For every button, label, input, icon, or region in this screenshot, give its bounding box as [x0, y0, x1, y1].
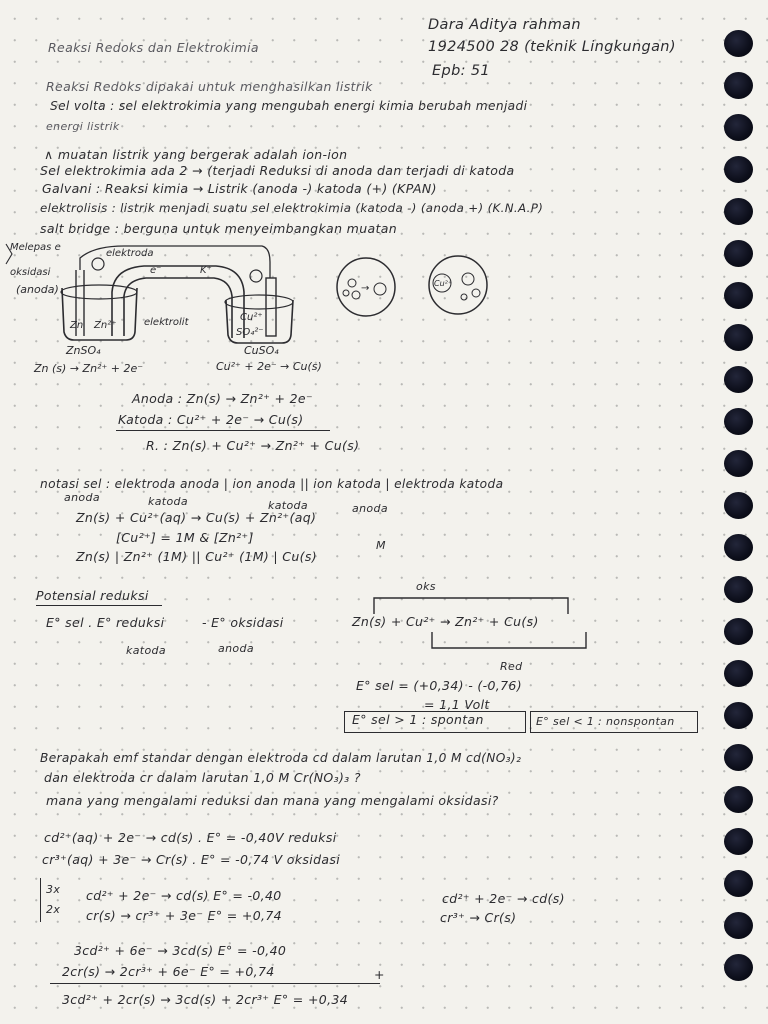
binding-hole: [724, 72, 753, 99]
notation-m: M: [376, 539, 386, 552]
nonspontan-rule: E° sel < 1 : nonspontan: [536, 715, 675, 728]
sum-line-2: [50, 983, 380, 984]
solution-line-5: 3cd²⁺ + 6e⁻ → 3cd(s) E° = -0,40: [74, 943, 287, 958]
diagram-label-zn2: Zn²⁺: [94, 320, 117, 331]
multiplier-bracket: [40, 878, 41, 922]
binding-hole: [724, 366, 753, 393]
notation-label-katoda2: katoda: [268, 499, 308, 512]
diagram-label-electron: e⁻: [150, 265, 162, 276]
binding-hole: [724, 954, 753, 981]
binding-hole: [724, 240, 753, 267]
binding-hole: [724, 408, 753, 435]
overall-reaction: R. : Zn(s) + Cu²⁺ → Zn²⁺ + Cu(s): [146, 438, 360, 453]
solution-line-1: cd²⁺(aq) + 2e⁻ → cd(s) . E° = -0,40V reduksi: [44, 830, 337, 845]
binding-hole: [724, 828, 753, 855]
question-line-1: Berapakah emf standar dengan elektroda cd dalam larutan 1,0 M cd(NO₃)₂: [40, 751, 522, 765]
binding-hole: [724, 912, 753, 939]
solution-line-3: cd²⁺ + 2e⁻ → cd(s) E° = -0,40: [86, 888, 282, 903]
multiplier-3x: 3x: [46, 883, 61, 896]
potential-heading-underline: [36, 605, 162, 606]
page-title: Reaksi Redoks dan Elektrokimia: [48, 40, 259, 55]
notation-label-anoda2: anoda: [352, 502, 388, 515]
voltaic-cell-diagram: [4, 240, 324, 375]
spiral-binding: [708, 0, 768, 1024]
binding-hole: [724, 618, 753, 645]
student-id: 1924500 28 (teknik Lingkungan): [428, 39, 676, 55]
notation-label-katoda: katoda: [148, 495, 188, 508]
solution-right-1: cd²⁺ + 2e⁻ → cd(s): [442, 891, 565, 906]
diagram-label-so4: SO₄²⁻: [236, 327, 264, 338]
binding-hole: [724, 786, 753, 813]
binding-hole: [724, 744, 753, 771]
diagram-label-k-plus: K⁺: [200, 265, 212, 276]
solution-right-2: cr³⁺ → Cr(s): [440, 910, 517, 925]
intro-line-6: Galvani : Reaksi kimia → Listrik (anoda -) katoda (+) (KPAN): [42, 181, 437, 196]
binding-hole: [724, 30, 753, 57]
esel-formula-mid: - E° oksidasi: [202, 615, 284, 630]
potential-reaction: Zn(s) + Cu²⁺ → Zn²⁺ + Cu(s): [352, 614, 539, 629]
intro-line-4: ∧ muatan listrik yang bergerak adalah ion-ion: [44, 147, 348, 162]
cathode-reaction: Katoda : Cu²⁺ + 2e⁻ → Cu(s): [118, 412, 304, 427]
sum-line-1: [116, 430, 330, 431]
half-reaction-anode: Zn (s) → Zn²⁺ + 2e⁻: [34, 362, 144, 375]
notation-line: Zn(s) | Zn²⁺ (1M) || Cu²⁺ (1M) | Cu(s): [76, 549, 317, 564]
intro-line-2: Sel volta : sel elektrokimia yang mengubah energi kimia berubah menjadi: [50, 99, 528, 113]
esel-label-anoda: anoda: [218, 642, 254, 655]
student-name: Dara Aditya rahman: [428, 17, 581, 33]
label-oks: oks: [416, 580, 436, 593]
diagram-label-znso4: ZnSO₄: [66, 344, 101, 357]
intro-line-3: energi listrik: [46, 120, 120, 133]
potential-heading: Potensial reduksi: [36, 588, 149, 603]
half-reaction-cathode: Cu²⁺ + 2e⁻ → Cu(s): [216, 360, 322, 373]
magnified-ion-sketches: [330, 253, 500, 323]
diagram-label-oksidasi: oksidasi: [10, 267, 51, 278]
class-label: Epb: 51: [432, 63, 490, 79]
diagram-label-elektrolit: elektrolit: [144, 317, 189, 328]
binding-hole: [724, 492, 753, 519]
binding-hole: [724, 870, 753, 897]
label-red: Red: [500, 660, 523, 673]
anode-reaction: Anoda : Zn(s) → Zn²⁺ + 2e⁻: [132, 391, 313, 406]
intro-line-8: salt bridge : berguna untuk menyeimbangkan muatan: [40, 221, 398, 236]
question-line-2: dan elektroda cr dalam larutan 1,0 M Cr(NO₃)₃ ?: [44, 770, 361, 785]
esel-result: = 1,1 Volt: [424, 697, 490, 712]
solution-line-2: cr³⁺(aq) + 3e⁻ → Cr(s) . E° = -0,74 V oksidasi: [42, 852, 341, 867]
binding-hole: [724, 156, 753, 183]
multiplier-2x: 2x: [46, 903, 61, 916]
question-line-3: mana yang mengalami reduksi dan mana yang mengalami oksidasi?: [46, 793, 499, 808]
notation-label-anoda: anoda: [64, 491, 100, 504]
diagram-label-cu2: Cu²⁺: [240, 312, 263, 323]
solution-plus: +: [374, 967, 385, 982]
binding-hole: [724, 576, 753, 603]
binding-hole: [724, 660, 753, 687]
notation-heading: notasi sel : elektroda anoda | ion anoda || ion katoda | elektroda katoda: [40, 477, 504, 491]
diagram-label-melepas: Melepas e: [10, 242, 61, 253]
intro-line-5: Sel elektrokimia ada 2 → (terjadi Reduksi di anoda dan terjadi di katoda: [40, 163, 515, 178]
circle1-arrow: →: [361, 283, 370, 294]
diagram-label-cuso4: CuSO₄: [244, 344, 279, 357]
diagram-label-elektroda: elektroda: [106, 248, 154, 259]
binding-hole: [724, 198, 753, 225]
binding-hole: [724, 534, 753, 561]
notation-equation: Zn(s) + Cu²⁺(aq) → Cu(s) + Zn²⁺(aq): [76, 510, 317, 525]
esel-label-katoda: katoda: [126, 644, 166, 657]
esel-calculation: E° sel = (+0,34) - (-0,76): [356, 678, 522, 693]
intro-line-7: elektrolisis : listrik menjadi suatu sel elektrokimia (katoda -) (anoda +) (K.N.A.P): [40, 201, 544, 215]
spontan-rule: E° sel > 1 : spontan: [352, 712, 484, 727]
binding-hole: [724, 282, 753, 309]
diagram-label-anoda: (anoda): [16, 283, 59, 296]
diagram-label-zn: Zn: [70, 320, 84, 331]
notation-concentration: [Cu²⁺] = 1M & [Zn²⁺]: [116, 530, 254, 545]
solution-line-6: 2cr(s) → 2cr³⁺ + 6e⁻ E° = +0,74: [62, 964, 275, 979]
solution-line-4: cr(s) → cr³⁺ + 3e⁻ E° = +0,74: [86, 908, 282, 923]
esel-formula-left: E° sel . E° reduksi: [46, 615, 165, 630]
binding-hole: [724, 114, 753, 141]
intro-line-1: Reaksi Redoks dipakai untuk menghasilkan listrik: [46, 79, 373, 94]
solution-final: 3cd²⁺ + 2cr(s) → 3cd(s) + 2cr³⁺ E° = +0,34: [62, 992, 349, 1007]
circle2-label: Cu²⁺: [434, 279, 453, 288]
binding-hole: [724, 324, 753, 351]
binding-hole: [724, 450, 753, 477]
binding-hole: [724, 702, 753, 729]
